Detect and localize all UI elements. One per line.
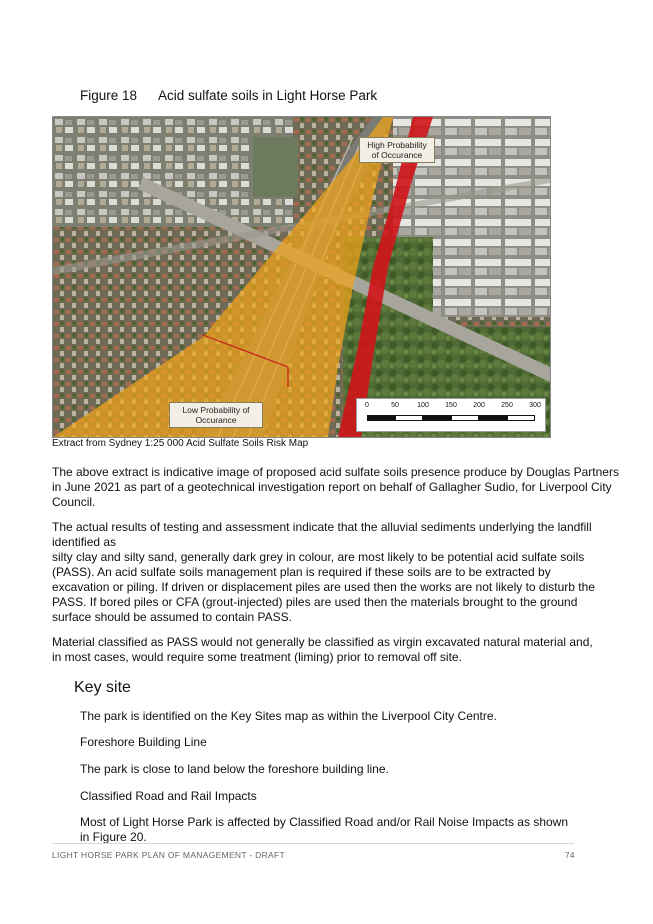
paragraph-extract <box>52 465 627 510</box>
high-probability-label <box>359 137 435 163</box>
figure-caption-title: Acid sulfate soils in Light Horse Park <box>158 88 378 103</box>
map-scale-bar <box>356 398 546 432</box>
footer-page-number: 74 <box>565 850 575 860</box>
scale-segment <box>423 415 451 421</box>
low-probability-line1: Low Probability of <box>182 405 250 415</box>
scale-segment <box>395 415 423 421</box>
high-probability-line2: of Occurance <box>371 150 423 160</box>
paragraph-testing <box>52 520 627 625</box>
scale-segment <box>507 415 535 421</box>
scale-segment <box>451 415 479 421</box>
aerial-map-graphic <box>53 117 550 437</box>
figure-number: Figure 18 <box>80 88 138 103</box>
scale-segment <box>479 415 507 421</box>
paragraph-pass <box>52 635 627 665</box>
paragraph-line: The actual results of testing and assessment indicate that the alluvial sediments underlying the landfill <box>52 520 592 534</box>
footer-divider <box>52 843 574 844</box>
scale-tick-label: 250 <box>501 402 513 409</box>
paragraph-line: in June 2021 as part of a geotechnical investigation report on behalf of Gallagher Sudio, for Liverpool City <box>52 480 612 494</box>
noise-line: in Figure 20. <box>80 830 147 844</box>
scale-tick-label: 100 <box>417 402 429 409</box>
figure-title <box>80 88 377 103</box>
scale-tick-label: 300 <box>529 402 541 409</box>
foreshore-subheading: Foreshore Building Line <box>80 735 207 749</box>
paragraph-line: surface should be assumed to contain PASS. <box>52 610 292 624</box>
key-site-item-noise <box>80 815 600 845</box>
paragraph-line: Material classified as PASS would not generally be classified as virgin excavated natural material and, <box>52 635 593 649</box>
paragraph-line: identified as <box>52 535 117 549</box>
footer-document-title: LIGHT HORSE PARK PLAN OF MANAGEMENT - DRAFT <box>52 850 285 860</box>
road-rail-subheading: Classified Road and Rail Impacts <box>80 789 257 803</box>
paragraph-line: silty clay and silty sand, generally dark grey in colour, are most likely to be potential acid sulfate soils <box>52 550 585 564</box>
scale-tick-label: 200 <box>473 402 485 409</box>
paragraph-line: (PASS). An acid sulfate soils management plan is required if these soils are to be extracted by <box>52 565 551 579</box>
map-caption: Extract from Sydney 1:25 000 Acid Sulfate Soils Risk Map <box>52 438 309 449</box>
high-probability-line1: High Probability <box>367 140 427 150</box>
key-site-item: The park is identified on the Key Sites map as within the Liverpool City Centre. <box>80 709 497 723</box>
paragraph-line: excavation or piling. If driven or displacement piles are used then the works are not likely to disturb the <box>52 580 595 594</box>
scale-tick-label: 50 <box>391 402 399 409</box>
paragraph-line: PASS. If bored piles or CFA (grout-injected) piles are used then the materials brought to the ground <box>52 595 578 609</box>
scale-tick-label: 0 <box>365 402 369 409</box>
paragraph-line: in most cases, would require some treatment (liming) prior to removal off site. <box>52 650 462 664</box>
low-probability-label <box>169 402 263 428</box>
scale-tick-label: 150 <box>445 402 457 409</box>
key-site-item: The park is close to land below the foreshore building line. <box>80 762 389 776</box>
paragraph-line: Council. <box>52 495 96 509</box>
acid-sulfate-map <box>52 116 551 438</box>
low-probability-line2: Occurance <box>195 415 237 425</box>
scale-segment <box>367 415 395 421</box>
noise-line: Most of Light Horse Park is affected by Classified Road and/or Rail Noise Impacts as shown <box>80 815 569 829</box>
paragraph-line: The above extract is indicative image of proposed acid sulfate soils presence produce by Douglas Partners <box>52 465 619 479</box>
key-site-heading: Key site <box>74 679 131 696</box>
